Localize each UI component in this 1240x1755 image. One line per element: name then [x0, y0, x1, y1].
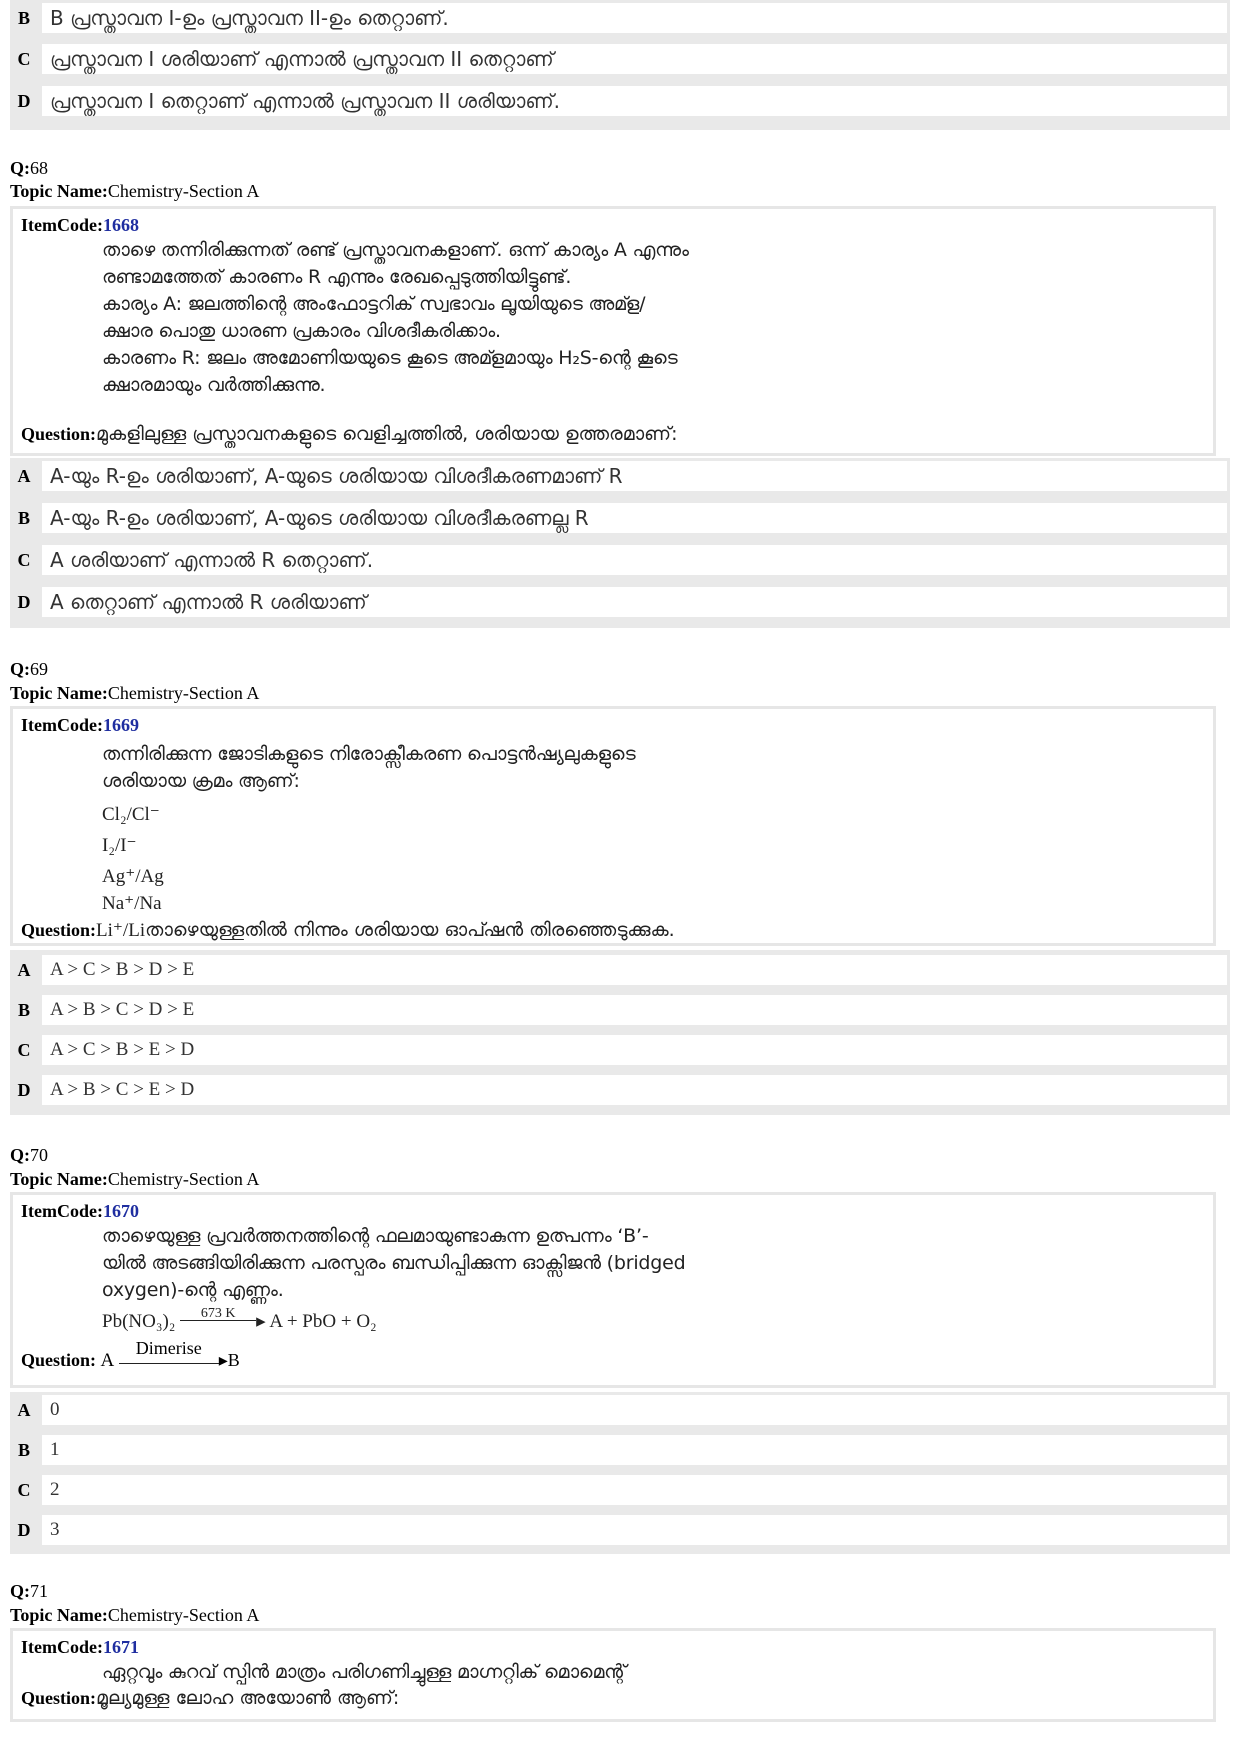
option-text: പ്രസ്താവന I ശരിയാണ് എന്നാൽ പ്രസ്താവന II തെറ്റാണ്	[42, 44, 1227, 74]
itemcode-value: 1671	[102, 1637, 139, 1657]
q68-option-a[interactable]: A A-യും R-ഉം ശരിയാണ്, A-യുടെ ശരിയായ വിശദീകരണമാണ് R	[10, 458, 1230, 494]
q68-option-d[interactable]: D A തെറ്റാണ് എന്നാൽ R ശരിയാണ്	[10, 584, 1230, 620]
redox-pair: I₂/I⁻	[102, 835, 137, 856]
q68-number: Q:68	[10, 158, 48, 178]
q69-stem-box	[10, 706, 1216, 946]
q69-question: Question:Li⁺/Liതാഴെയുള്ളതിൽ നിന്നും ശരിയായ ഓപ്ഷൻ തിരഞ്ഞെടുക്കുക.	[21, 919, 675, 941]
q69-option-c[interactable]: C A > C > B > E > D	[10, 1032, 1230, 1068]
q70-number: Q:70	[10, 1145, 48, 1165]
itemcode: ItemCode:1668	[21, 215, 139, 235]
q69-number: Q:69	[10, 659, 48, 679]
q67-option-c[interactable]	[10, 41, 1230, 77]
q71-question: Question:മൂല്യമുള്ള ലോഹ അയോൺ ആണ്:	[21, 1687, 400, 1709]
q71-number: Q:71	[10, 1581, 48, 1601]
q67-option-b[interactable]	[10, 0, 1230, 36]
q69-option-b[interactable]: B A > B > C > D > E	[10, 992, 1230, 1028]
itemcode: ItemCode:1669	[21, 715, 139, 735]
q68-option-b[interactable]: B A-യും R-ഉം ശരിയാണ്, A-യുടെ ശരിയായ വിശദീകരണല്ല R	[10, 500, 1230, 536]
option-letter: B	[17, 7, 30, 28]
q67-option-d[interactable]	[10, 83, 1230, 119]
option-letter: D	[17, 90, 31, 111]
q68-option-c[interactable]: C A ശരിയാണ് എന്നാൽ R തെറ്റാണ്.	[10, 542, 1230, 578]
redox-pair: Cl₂/Cl⁻	[102, 804, 160, 825]
option-letter: C	[17, 48, 31, 69]
q70-option-a[interactable]: A 0	[10, 1392, 1230, 1428]
q70-option-b[interactable]: B 1	[10, 1432, 1230, 1468]
q70-topic: Topic Name:Chemistry-Section A	[10, 1169, 260, 1189]
q68-topic: Topic Name:Chemistry-Section A	[10, 181, 260, 201]
q70-stem-text: താഴെയുള്ള പ്രവർത്തനത്തിന്റെ ഫലമായുണ്ടാകുന്ന ഉത്പന്നം ‘B’- യിൽ അടങ്ങിയിരിക്കുന്ന പരസ്പരം ബന്ധിപ്പിക്കുന്ന ഓക്സിജൻ (bridged oxygen)-ന്റെ എണ്ണം. Pb(NO₃)₂ 673 K ▸ A + PbO + O₂	[102, 1223, 685, 1338]
q70-question: Question: A Dimerise ▸B	[21, 1338, 240, 1371]
q69-topic: Topic Name:Chemistry-Section A	[10, 683, 260, 703]
q69-option-d[interactable]: D A > B > C > E > D	[10, 1072, 1230, 1108]
q68-stem-box	[10, 206, 1216, 456]
q71-stem-text: ഏറ്റവും കുറവ് സ്പിൻ മാത്രം പരിഗണിച്ചുള്ള മാഗ്നറ്റിക് മൊമെന്റ്	[102, 1661, 627, 1683]
reaction-1: Pb(NO₃)₂ 673 K ▸ A + PbO + O₂	[102, 1306, 377, 1332]
itemcode-value: 1668	[102, 215, 139, 235]
q71-stem-box	[10, 1628, 1216, 1722]
q70-stem-box	[10, 1192, 1216, 1388]
itemcode-value: 1670	[102, 1201, 139, 1221]
redox-pair: Ag⁺/Ag	[102, 866, 164, 887]
q70-option-d[interactable]: D 3	[10, 1512, 1230, 1548]
itemcode-value: 1669	[102, 715, 139, 735]
q71-topic: Topic Name:Chemistry-Section A	[10, 1605, 260, 1625]
option-text: B പ്രസ്താവന I-ഉം പ്രസ്താവന II-ഉം തെറ്റാണ്.	[42, 3, 1227, 33]
q69-stem-text: തന്നിരിക്കുന്ന ജോടികളുടെ നിരോക്സീകരണ പൊട്ടൻഷ്യലുകളുടെ ശരിയായ ക്രമം ആണ്: Cl₂/Cl⁻ I₂/I⁻ Ag⁺/Ag Na⁺/Na	[102, 741, 635, 917]
itemcode: ItemCode:1670	[21, 1201, 139, 1221]
q70-option-c[interactable]: C 2	[10, 1472, 1230, 1508]
itemcode: ItemCode:1671	[21, 1637, 139, 1657]
q69-option-a[interactable]: A A > C > B > D > E	[10, 952, 1230, 988]
redox-pair: Na⁺/Na	[102, 893, 162, 914]
q68-question: Question:മുകളിലുള്ള പ്രസ്താവനകളുടെ വെളിച്ചത്തിൽ, ശരിയായ ഉത്തരമാണ്:	[21, 423, 678, 445]
q68-stem-text: താഴെ തന്നിരിക്കുന്നത് രണ്ട് പ്രസ്താവനകളാണ്. ഒന്ന് കാര്യം A എന്നും രണ്ടാമത്തേത് കാരണം R എന്നും രേഖപ്പെടുത്തിയിട്ടുണ്ട്. കാര്യം A: ജലത്തിന്റെ അംഫോട്ടറിക് സ്വഭാവം ലൂയിയുടെ അമ്ള/ ക്ഷാര പൊതു ധാരണ പ്രകാരം വിശദീകരിക്കാം. കാരണം R: ജലം അമോണിയയുടെ കൂടെ അമ്ളമായും H₂S-ന്റെ കൂടെ ക്ഷാരമായും വർത്തിക്കുന്നു.	[102, 239, 689, 396]
option-text: പ്രസ്താവന I തെറ്റാണ് എന്നാൽ പ്രസ്താവന II ശരിയാണ്.	[42, 86, 1227, 116]
